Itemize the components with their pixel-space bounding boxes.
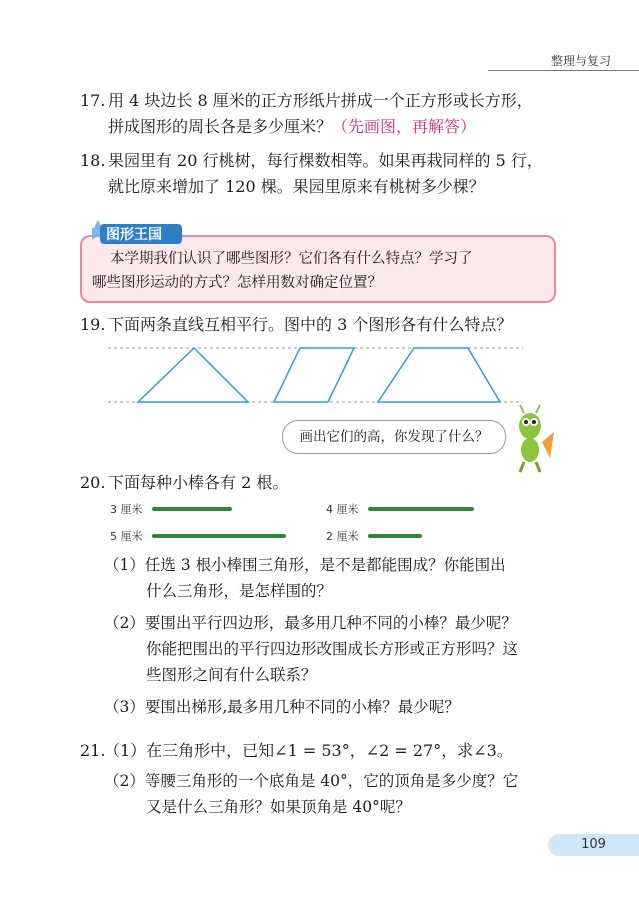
question-17 — [80, 88, 533, 114]
triangle-shape — [138, 348, 248, 402]
question-20-number: 20. — [80, 473, 106, 492]
kingdom-badge — [92, 218, 184, 248]
q20-part1-line2: 什么三角形，是怎样围的？ — [146, 582, 333, 600]
stick-3cm — [152, 507, 232, 511]
question-17-line1: 用 4 块边长 8 厘米的正方形纸片拼成一个正方形或长方形， — [108, 91, 533, 110]
kingdom-badge-text: 图形王国 — [106, 227, 162, 243]
page-number: 109 — [548, 834, 639, 856]
stick-label-2cm: 2 厘米 — [326, 530, 359, 543]
question-17-number: 17. — [80, 91, 106, 110]
mascot-icon — [508, 402, 556, 474]
question-20-text: 下面每种小棒各有 2 根。 — [108, 473, 289, 492]
kingdom-line1: 本学期我们认识了哪些图形？它们各有什么特点？学习了 — [110, 251, 473, 267]
question-20 — [80, 470, 288, 496]
kingdom-line2: 哪些图形运动的方式？怎样用数对确定位置？ — [92, 275, 382, 291]
question-18-number: 18. — [80, 151, 106, 170]
stick-label-4cm: 4 厘米 — [326, 503, 359, 516]
q20-part1-line1: （1）任选 3 根小棒围三角形，是不是都能围成？你能围出 — [104, 556, 506, 574]
question-19 — [80, 312, 512, 338]
q21-part2-line2: 又是什么三角形？如果顶角是 40°呢？ — [146, 798, 411, 816]
parallelogram-shape — [274, 348, 354, 402]
header-rule — [488, 70, 639, 71]
question-17-line2: 拼成图形的周长各是多少厘米？ — [108, 117, 333, 136]
q20-part2-line1: （2）要围出平行四边形，最多用几种不同的小棒？最少呢？ — [104, 614, 517, 632]
section-header: 整理与复习 — [550, 54, 611, 68]
stick-label-3cm: 3 厘米 — [110, 503, 143, 516]
q20-part2-line3: 些图形之间有什么联系？ — [146, 666, 317, 684]
question-18 — [80, 148, 543, 174]
q20-part3: （3）要围出梯形,最多用几种不同的小棒？最少呢？ — [104, 698, 460, 716]
question-19-number: 19. — [80, 315, 106, 334]
question-19-text: 下面两条直线互相平行。图中的 3 个图形各有什么特点？ — [108, 315, 513, 334]
question-17-cont — [108, 114, 476, 140]
speech-bubble: 画出它们的高，你发现了什么？ — [282, 420, 506, 454]
question-17-hint: （先画图，再解答） — [332, 117, 477, 136]
stick-4cm — [368, 507, 474, 511]
q20-part2-line2: 你能把围出的平行四边形改围成长方形或正方形吗？这 — [146, 640, 519, 658]
trapezoid-shape — [378, 348, 500, 402]
stick-2cm — [368, 534, 422, 538]
stick-5cm — [152, 534, 286, 538]
q21-part2-line1: （2）等腰三角形的一个底角是 40°，它的顶角是多少度？它 — [104, 772, 519, 790]
question-18-line1: 果园里有 20 行桃树，每行棵数相等。如果再栽同样的 5 行， — [108, 151, 543, 170]
question-21-part1: （1）在三角形中，已知∠1 = 53°，∠2 = 27°，求∠3。 — [104, 741, 513, 760]
question-21-number: 21. — [80, 741, 106, 760]
stick-label-5cm: 5 厘米 — [110, 530, 143, 543]
question-21 — [80, 738, 513, 764]
parallel-lines-figure — [108, 340, 528, 410]
question-18-line2: 就比原来增加了 120 棵。果园里原来有桃树多少棵？ — [108, 177, 485, 196]
